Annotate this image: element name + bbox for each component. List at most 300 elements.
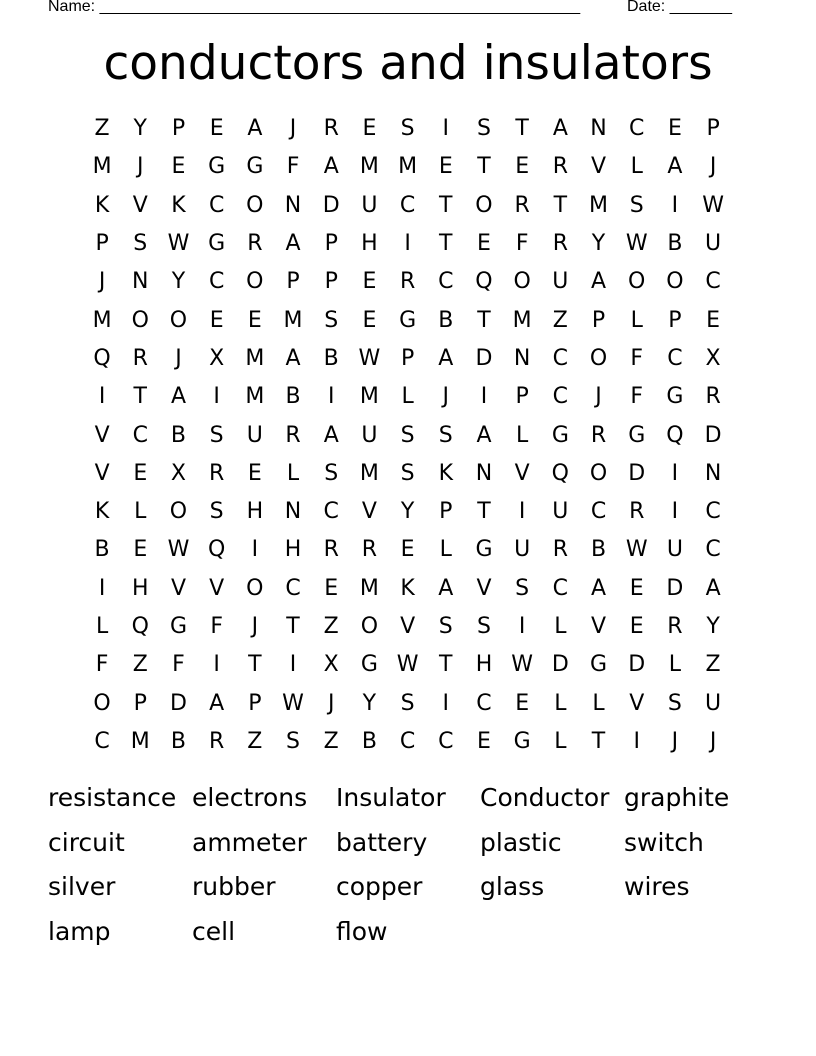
grid-letter: G — [628, 422, 646, 448]
grid-letter: Z — [247, 728, 263, 754]
grid-letter: E — [209, 116, 224, 142]
grid-letter: Z — [552, 307, 568, 333]
grid-letter: D — [628, 460, 646, 486]
grid-letter: S — [133, 231, 148, 257]
grid-letter: B — [667, 231, 683, 257]
grid-letter: P — [400, 345, 415, 371]
grid-letter: J — [709, 728, 717, 754]
grid-letter: J — [175, 345, 182, 371]
grid-letter: L — [286, 460, 300, 486]
grid-row — [83, 148, 733, 186]
page-title: conductors and insulators — [103, 36, 713, 91]
grid-letter: I — [98, 575, 106, 601]
grid-letter: I — [671, 460, 679, 486]
grid-letter: Q — [131, 614, 149, 639]
grid-letter: G — [399, 307, 417, 333]
grid-letter: B — [438, 307, 454, 333]
grid-letter: P — [668, 307, 682, 333]
grid-letter: J — [251, 614, 259, 639]
grid-letter: E — [247, 460, 262, 486]
grid-row — [83, 225, 733, 263]
word-list-item: graphite — [624, 783, 730, 812]
grid-letter: U — [361, 422, 378, 448]
grid-letter: D — [322, 192, 340, 218]
grid-letter: R — [705, 384, 721, 410]
grid-letter: S — [476, 116, 491, 142]
grid-letter: I — [213, 384, 220, 410]
grid-letter: L — [630, 307, 643, 333]
grid-letter: T — [439, 192, 453, 218]
word-list-item: wires — [624, 872, 690, 901]
grid-letter: S — [400, 690, 415, 716]
grid-letter: C — [552, 384, 569, 410]
grid-letter: F — [172, 652, 185, 678]
grid-letter: R — [552, 231, 568, 257]
grid-letter: V — [591, 614, 607, 639]
grid-letter: B — [170, 728, 187, 754]
grid-letter: H — [132, 575, 149, 601]
grid-letter: W — [511, 652, 534, 678]
grid-letter: W — [282, 690, 304, 716]
grid-letter: H — [284, 537, 302, 563]
grid-letter: E — [477, 231, 491, 257]
grid-letter: Q — [207, 537, 226, 563]
grid-letter: R — [247, 231, 263, 257]
grid-letter: V — [94, 460, 110, 486]
grid-letter: C — [285, 575, 301, 601]
grid-letter: A — [323, 154, 339, 180]
grid-letter: D — [169, 690, 187, 716]
grid-row — [83, 684, 733, 722]
grid-letter: J — [289, 116, 297, 142]
grid-letter: M — [398, 154, 418, 180]
grid-letter: M — [359, 154, 379, 180]
grid-letter: I — [518, 499, 526, 525]
grid-letter: O — [666, 269, 684, 295]
grid-letter: R — [209, 728, 225, 754]
grid-letter: Y — [706, 614, 720, 639]
grid-letter: D — [704, 422, 722, 448]
grid-letter: C — [705, 537, 721, 563]
grid-letter: R — [361, 537, 378, 563]
grid-letter: R — [285, 422, 301, 448]
grid-letter: M — [589, 192, 609, 218]
grid-letter: Z — [705, 652, 721, 678]
word-list-item: copper — [336, 872, 423, 901]
grid-letter: M — [92, 154, 112, 180]
grid-letter: A — [323, 422, 339, 448]
grid-letter: E — [247, 307, 262, 333]
grid-letter: T — [477, 154, 491, 180]
grid-letter: J — [442, 384, 450, 410]
grid-letter: M — [92, 307, 112, 333]
grid-letter: E — [438, 154, 453, 180]
grid-letter: J — [98, 269, 106, 295]
grid-letter: A — [247, 116, 263, 142]
grid-letter: E — [706, 307, 721, 333]
grid-letter: K — [171, 192, 186, 218]
grid-letter: E — [400, 537, 415, 563]
grid-letter: W — [358, 345, 381, 371]
grid-letter: O — [169, 499, 188, 525]
grid-letter: C — [590, 499, 607, 525]
grid-letter: Y — [591, 231, 606, 257]
grid-letter: K — [400, 575, 415, 601]
grid-letter: T — [439, 652, 453, 678]
word-list-item: silver — [48, 872, 116, 901]
grid-letter: Z — [323, 614, 339, 639]
grid-letter: I — [327, 384, 335, 410]
grid-letter: S — [209, 499, 224, 525]
word-list-item: Insulator — [336, 783, 446, 812]
grid-letter: B — [590, 537, 607, 563]
grid-letter: A — [705, 575, 721, 601]
grid-letter: S — [476, 614, 491, 639]
grid-letter: B — [285, 384, 301, 410]
grid-letter: T — [477, 307, 491, 333]
grid-letter: E — [629, 614, 644, 639]
grid-letter: P — [515, 384, 529, 410]
grid-letter: G — [666, 384, 684, 410]
grid-letter: C — [94, 728, 110, 754]
grid-letter: S — [324, 460, 339, 486]
grid-letter: W — [625, 231, 648, 257]
grid-row — [83, 493, 733, 531]
grid-letter: I — [480, 384, 488, 410]
grid-letter: A — [285, 345, 301, 371]
grid-letter: I — [518, 614, 526, 639]
grid-letter: E — [362, 269, 377, 295]
grid-letter: C — [552, 575, 569, 601]
grid-letter: K — [94, 499, 110, 525]
grid-letter: L — [554, 690, 567, 716]
grid-letter: P — [706, 116, 720, 142]
date-field-label: Date: _______ — [627, 0, 732, 15]
grid-letter: X — [323, 652, 339, 678]
grid-letter: V — [209, 575, 225, 601]
grid-letter: A — [285, 231, 301, 257]
grid-letter: T — [286, 614, 300, 639]
grid-letter: O — [589, 460, 608, 486]
grid-letter: R — [323, 537, 339, 563]
grid-letter: D — [666, 575, 684, 601]
grid-letter: I — [671, 192, 679, 218]
word-list-item: glass — [480, 872, 545, 901]
grid-letter: W — [396, 652, 419, 678]
grid-letter: R — [590, 422, 607, 448]
grid-letter: F — [95, 652, 109, 678]
grid-letter: L — [668, 652, 682, 678]
grid-letter: Q — [551, 460, 569, 486]
grid-row — [83, 340, 733, 378]
grid-letter: A — [552, 116, 568, 142]
grid-letter: O — [93, 690, 111, 716]
grid-letter: F — [515, 231, 529, 257]
grid-letter: F — [630, 384, 644, 410]
grid-letter: A — [591, 269, 607, 295]
grid-letter: L — [630, 154, 643, 180]
grid-letter: P — [248, 690, 262, 716]
grid-letter: F — [286, 154, 300, 180]
grid-row — [83, 646, 733, 684]
grid-letter: E — [629, 575, 644, 601]
grid-letter: E — [515, 154, 530, 180]
grid-letter: N — [475, 460, 493, 486]
grid-letter: C — [705, 499, 721, 525]
grid-letter: Q — [475, 269, 493, 295]
grid-letter: U — [552, 499, 569, 525]
grid-row — [83, 531, 733, 569]
grid-letter: S — [400, 422, 415, 448]
grid-letter: I — [404, 231, 411, 257]
word-list-item: resistance — [48, 783, 177, 812]
grid-letter: O — [131, 307, 149, 333]
grid-letter: H — [246, 499, 264, 525]
grid-letter: E — [362, 116, 377, 142]
grid-letter: P — [324, 231, 338, 257]
grid-letter: I — [213, 652, 220, 678]
grid-letter: C — [629, 116, 645, 142]
grid-letter: B — [94, 537, 110, 563]
grid-letter: R — [667, 614, 683, 639]
word-list — [48, 778, 788, 956]
grid-letter: G — [360, 652, 378, 678]
grid-row — [83, 723, 733, 761]
grid-letter: Y — [362, 690, 377, 716]
grid-letter: S — [629, 192, 644, 218]
grid-letter: R — [132, 345, 148, 371]
grid-letter: W — [167, 537, 190, 563]
grid-letter: S — [667, 690, 682, 716]
grid-letter: S — [400, 116, 415, 142]
grid-letter: P — [591, 307, 606, 333]
grid-letter: O — [589, 345, 608, 371]
grid-letter: G — [208, 231, 226, 257]
grid-letter: H — [475, 652, 493, 678]
grid-letter: M — [359, 384, 379, 410]
grid-letter: V — [94, 422, 110, 448]
grid-row — [83, 301, 733, 339]
grid-letter: C — [399, 192, 416, 218]
grid-letter: I — [251, 537, 259, 563]
grid-letter: L — [401, 384, 414, 410]
grid-letter: P — [439, 499, 453, 525]
grid-letter: I — [289, 652, 297, 678]
grid-letter: T — [439, 231, 453, 257]
grid-letter: Z — [132, 652, 148, 678]
word-list-item: electrons — [192, 783, 308, 812]
grid-letter: I — [442, 690, 450, 716]
grid-letter: J — [137, 154, 144, 180]
grid-letter: V — [132, 192, 148, 218]
grid-letter: L — [516, 422, 529, 448]
grid-letter: I — [671, 499, 679, 525]
grid-letter: A — [438, 575, 454, 601]
grid-letter: C — [208, 192, 225, 218]
grid-letter: R — [552, 154, 568, 180]
grid-letter: V — [170, 575, 186, 601]
grid-letter: E — [171, 154, 186, 180]
grid-letter: I — [98, 384, 106, 410]
grid-letter: G — [169, 614, 187, 639]
grid-letter: O — [360, 614, 379, 639]
word-search-grid — [83, 110, 733, 761]
grid-letter: N — [284, 499, 302, 525]
grid-letter: N — [284, 192, 302, 218]
grid-letter: G — [246, 154, 264, 180]
grid-letter: Q — [666, 422, 684, 448]
grid-letter: M — [512, 307, 532, 333]
grid-letter: Q — [93, 345, 111, 371]
grid-letter: J — [595, 384, 602, 410]
grid-letter: M — [245, 384, 265, 410]
grid-letter: L — [592, 690, 605, 716]
grid-row — [83, 378, 733, 416]
word-list-item: plastic — [480, 827, 562, 857]
grid-letter: F — [630, 345, 644, 371]
grid-row — [83, 263, 733, 301]
grid-letter: X — [209, 345, 225, 371]
grid-letter: P — [324, 269, 338, 295]
grid-letter: U — [361, 192, 378, 218]
grid-letter: J — [709, 154, 717, 180]
grid-letter: W — [167, 231, 190, 257]
word-list-item: switch — [624, 827, 704, 857]
grid-letter: Z — [94, 116, 110, 142]
grid-letter: S — [438, 422, 453, 448]
grid-row — [83, 416, 733, 454]
grid-letter: K — [94, 192, 110, 218]
grid-letter: R — [323, 116, 339, 142]
grid-letter: T — [248, 652, 262, 678]
grid-letter: R — [629, 499, 645, 525]
grid-letter: S — [400, 460, 415, 486]
grid-letter: R — [399, 269, 416, 295]
grid-letter: A — [667, 154, 683, 180]
grid-letter: H — [361, 231, 378, 257]
grid-letter: Y — [133, 116, 147, 142]
grid-letter: M — [245, 345, 265, 371]
grid-letter: A — [476, 422, 492, 448]
grid-letter: N — [513, 345, 531, 371]
grid-letter: M — [359, 575, 379, 601]
grid-letter: Z — [323, 728, 339, 754]
grid-letter: R — [552, 537, 568, 563]
grid-letter: N — [704, 460, 722, 486]
grid-letter: C — [438, 728, 454, 754]
grid-letter: V — [476, 575, 492, 601]
grid-letter: G — [590, 652, 608, 678]
grid-letter: D — [551, 652, 569, 678]
grid-letter: A — [591, 575, 607, 601]
grid-letter: V — [514, 460, 530, 486]
grid-letter: O — [246, 575, 264, 601]
grid-letter: L — [439, 537, 452, 563]
grid-letter: G — [551, 422, 569, 448]
grid-letter: O — [628, 269, 646, 295]
grid-letter: T — [515, 116, 529, 142]
grid-letter: L — [95, 614, 109, 639]
grid-row — [83, 455, 733, 493]
grid-letter: L — [554, 728, 567, 754]
grid-letter: D — [628, 652, 646, 678]
grid-letter: R — [209, 460, 225, 486]
grid-letter: W — [702, 192, 724, 218]
grid-letter: Y — [400, 499, 415, 525]
grid-letter: N — [590, 116, 607, 142]
grid-row — [83, 570, 733, 608]
grid-letter: C — [476, 690, 492, 716]
grid-letter: T — [133, 384, 147, 410]
word-list-item: Conductor — [480, 783, 610, 812]
grid-letter: S — [324, 307, 339, 333]
grid-letter: B — [361, 728, 377, 754]
grid-row — [83, 110, 733, 148]
grid-letter: C — [323, 499, 339, 525]
word-list-item: circuit — [48, 827, 125, 857]
grid-letter: P — [171, 116, 186, 142]
grid-letter: P — [133, 690, 147, 716]
grid-letter: U — [666, 537, 683, 563]
grid-letter: U — [705, 690, 722, 716]
grid-letter: E — [667, 116, 682, 142]
grid-letter: L — [554, 614, 567, 639]
grid-letter: A — [209, 690, 225, 716]
grid-row — [83, 608, 733, 646]
grid-row — [83, 187, 733, 225]
word-list-item: ammeter — [192, 827, 307, 857]
grid-letter: V — [400, 614, 416, 639]
grid-letter: K — [438, 460, 453, 486]
grid-letter: R — [514, 192, 530, 218]
grid-letter: Y — [171, 269, 186, 295]
grid-letter: O — [169, 307, 188, 333]
grid-letter: O — [246, 192, 264, 218]
grid-letter: E — [133, 460, 148, 486]
grid-letter: S — [209, 422, 224, 448]
grid-letter: S — [438, 614, 453, 639]
grid-letter: C — [208, 269, 225, 295]
grid-letter: C — [438, 269, 454, 295]
word-list-item: lamp — [48, 916, 111, 946]
grid-letter: I — [633, 728, 640, 754]
grid-letter: B — [323, 345, 339, 371]
grid-letter: F — [210, 614, 223, 639]
grid-letter: E — [133, 537, 148, 563]
grid-letter: V — [591, 154, 607, 180]
grid-letter: U — [552, 269, 569, 295]
grid-letter: D — [475, 345, 493, 371]
grid-letter: E — [515, 690, 530, 716]
grid-letter: C — [552, 345, 569, 371]
grid-letter: L — [134, 499, 147, 525]
grid-letter: V — [629, 690, 645, 716]
grid-letter: E — [362, 307, 377, 333]
grid-letter: T — [477, 499, 491, 525]
grid-letter: M — [359, 460, 379, 486]
grid-letter: N — [132, 269, 149, 295]
grid-letter: A — [438, 345, 454, 371]
grid-letter: J — [671, 728, 679, 754]
grid-letter: P — [286, 269, 300, 295]
grid-letter: O — [475, 192, 493, 218]
grid-letter: C — [399, 728, 416, 754]
grid-letter: O — [513, 269, 531, 295]
grid-letter: B — [170, 422, 187, 448]
grid-letter: M — [130, 728, 150, 754]
grid-letter: E — [477, 728, 491, 754]
grid-letter: E — [324, 575, 339, 601]
